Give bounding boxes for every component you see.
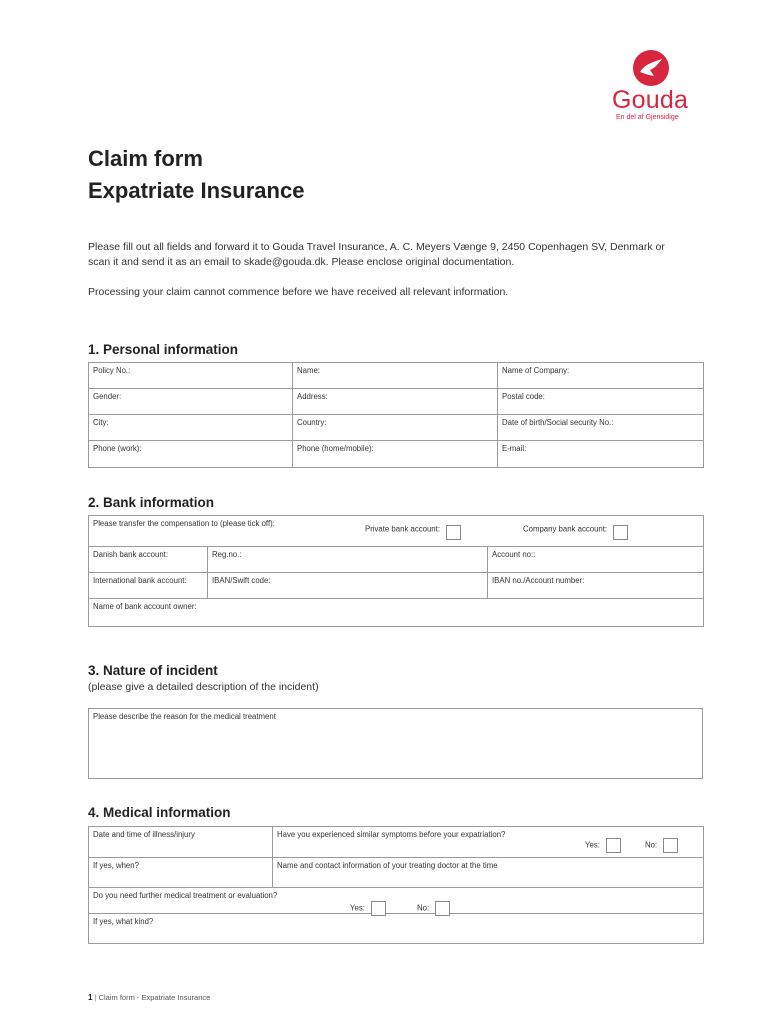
account-owner-field[interactable]: Name of bank account owner: (89, 599, 704, 627)
gouda-logo-icon (633, 50, 669, 86)
illness-date-field[interactable]: Date and time of illness/injury (89, 827, 273, 858)
logo-wordmark: Gouda (612, 86, 689, 114)
intro-line-2: scan it and send it as an email to skade@gouda.dk. Please enclose original documentation. (88, 256, 515, 268)
treatment-kind-field[interactable]: If yes, what kind? (89, 914, 704, 944)
treating-doctor-field[interactable]: Name and contact information of your treating doctor at the time (273, 858, 704, 888)
account-no-field[interactable]: Account no:: (488, 547, 704, 573)
transfer-row (89, 516, 704, 547)
similar-yes-label: Yes: (585, 840, 600, 850)
further-no-label: No: (417, 903, 430, 913)
similar-no-checkbox[interactable] (663, 838, 678, 853)
page-footer: 1 | Claim form - Expatriate Insurance (88, 993, 211, 1002)
company-account-label: Company bank account: (523, 524, 608, 534)
iban-account-field[interactable]: IBAN no./Account number: (488, 573, 704, 599)
private-account-checkbox[interactable] (446, 525, 461, 540)
email-field[interactable]: E-mail: (498, 441, 704, 468)
further-yes-label: Yes: (350, 903, 365, 913)
further-treatment-cell (89, 888, 704, 914)
further-treatment-label: Do you need further medical treatment or evaluation? (93, 891, 278, 900)
phone-work-field[interactable]: Phone (work): (89, 441, 293, 468)
intro-note: Processing your claim cannot commence before we have received all relevant information. (88, 286, 509, 298)
policy-no-field[interactable]: Policy No.: (89, 363, 293, 389)
section-medical-heading: 4. Medical information (88, 805, 231, 820)
name-field[interactable]: Name: (293, 363, 498, 389)
city-field[interactable]: City: (89, 415, 293, 441)
footer-text: Claim form - Expatriate Insurance (98, 993, 211, 1002)
dob-field[interactable]: Date of birth/Social security No.: (498, 415, 704, 441)
bank-info-table (88, 515, 704, 627)
similar-no-label: No: (645, 840, 658, 850)
company-account-checkbox[interactable] (613, 525, 628, 540)
similar-symptoms-label: Have you experienced similar symptoms before your expatriation? (277, 830, 506, 839)
section-bank-heading: 2. Bank information (88, 495, 215, 510)
transfer-label: Please transfer the compensation to (please tick off): (93, 519, 275, 528)
personal-info-table (88, 362, 704, 468)
country-field[interactable]: Country: (293, 415, 498, 441)
medical-info-table (88, 826, 704, 944)
reg-no-field[interactable]: Reg.no.: (208, 547, 488, 573)
incident-table (88, 708, 703, 779)
company-name-field[interactable]: Name of Company: (498, 363, 704, 389)
section-incident-heading: 3. Nature of incident (88, 663, 218, 678)
page-number: 1 (88, 993, 93, 1002)
address-field[interactable]: Address: (293, 389, 498, 415)
section-incident-subheading: (please give a detailed description of the incident) (88, 681, 319, 693)
phone-home-field[interactable]: Phone (home/mobile): (293, 441, 498, 468)
intl-account-label: International bank account: (89, 573, 208, 599)
similar-yes-checkbox[interactable] (606, 838, 621, 853)
incident-description-field[interactable]: Please describe the reason for the medical treatment (89, 709, 703, 779)
page-subtitle: Expatriate Insurance (88, 178, 305, 203)
iban-swift-field[interactable]: IBAN/Swift code: (208, 573, 488, 599)
section-personal-heading: 1. Personal information (88, 342, 239, 357)
similar-symptoms-cell (273, 827, 704, 858)
if-yes-when-field[interactable]: If yes, when? (89, 858, 273, 888)
gender-field[interactable]: Gender: (89, 389, 293, 415)
bird-icon (633, 50, 669, 86)
postal-code-field[interactable]: Postal code: (498, 389, 704, 415)
intro-line-1: Please fill out all fields and forward it to Gouda Travel Insurance, A. C. Meyers Vænge 9, 2450 Copenhagen SV, Denmark or (88, 241, 665, 253)
page-title: Claim form (88, 146, 203, 171)
logo-tagline: En del af Gjensidige (616, 114, 679, 121)
private-account-label: Private bank account: (365, 524, 440, 534)
danish-account-label: Danish bank account: (89, 547, 208, 573)
